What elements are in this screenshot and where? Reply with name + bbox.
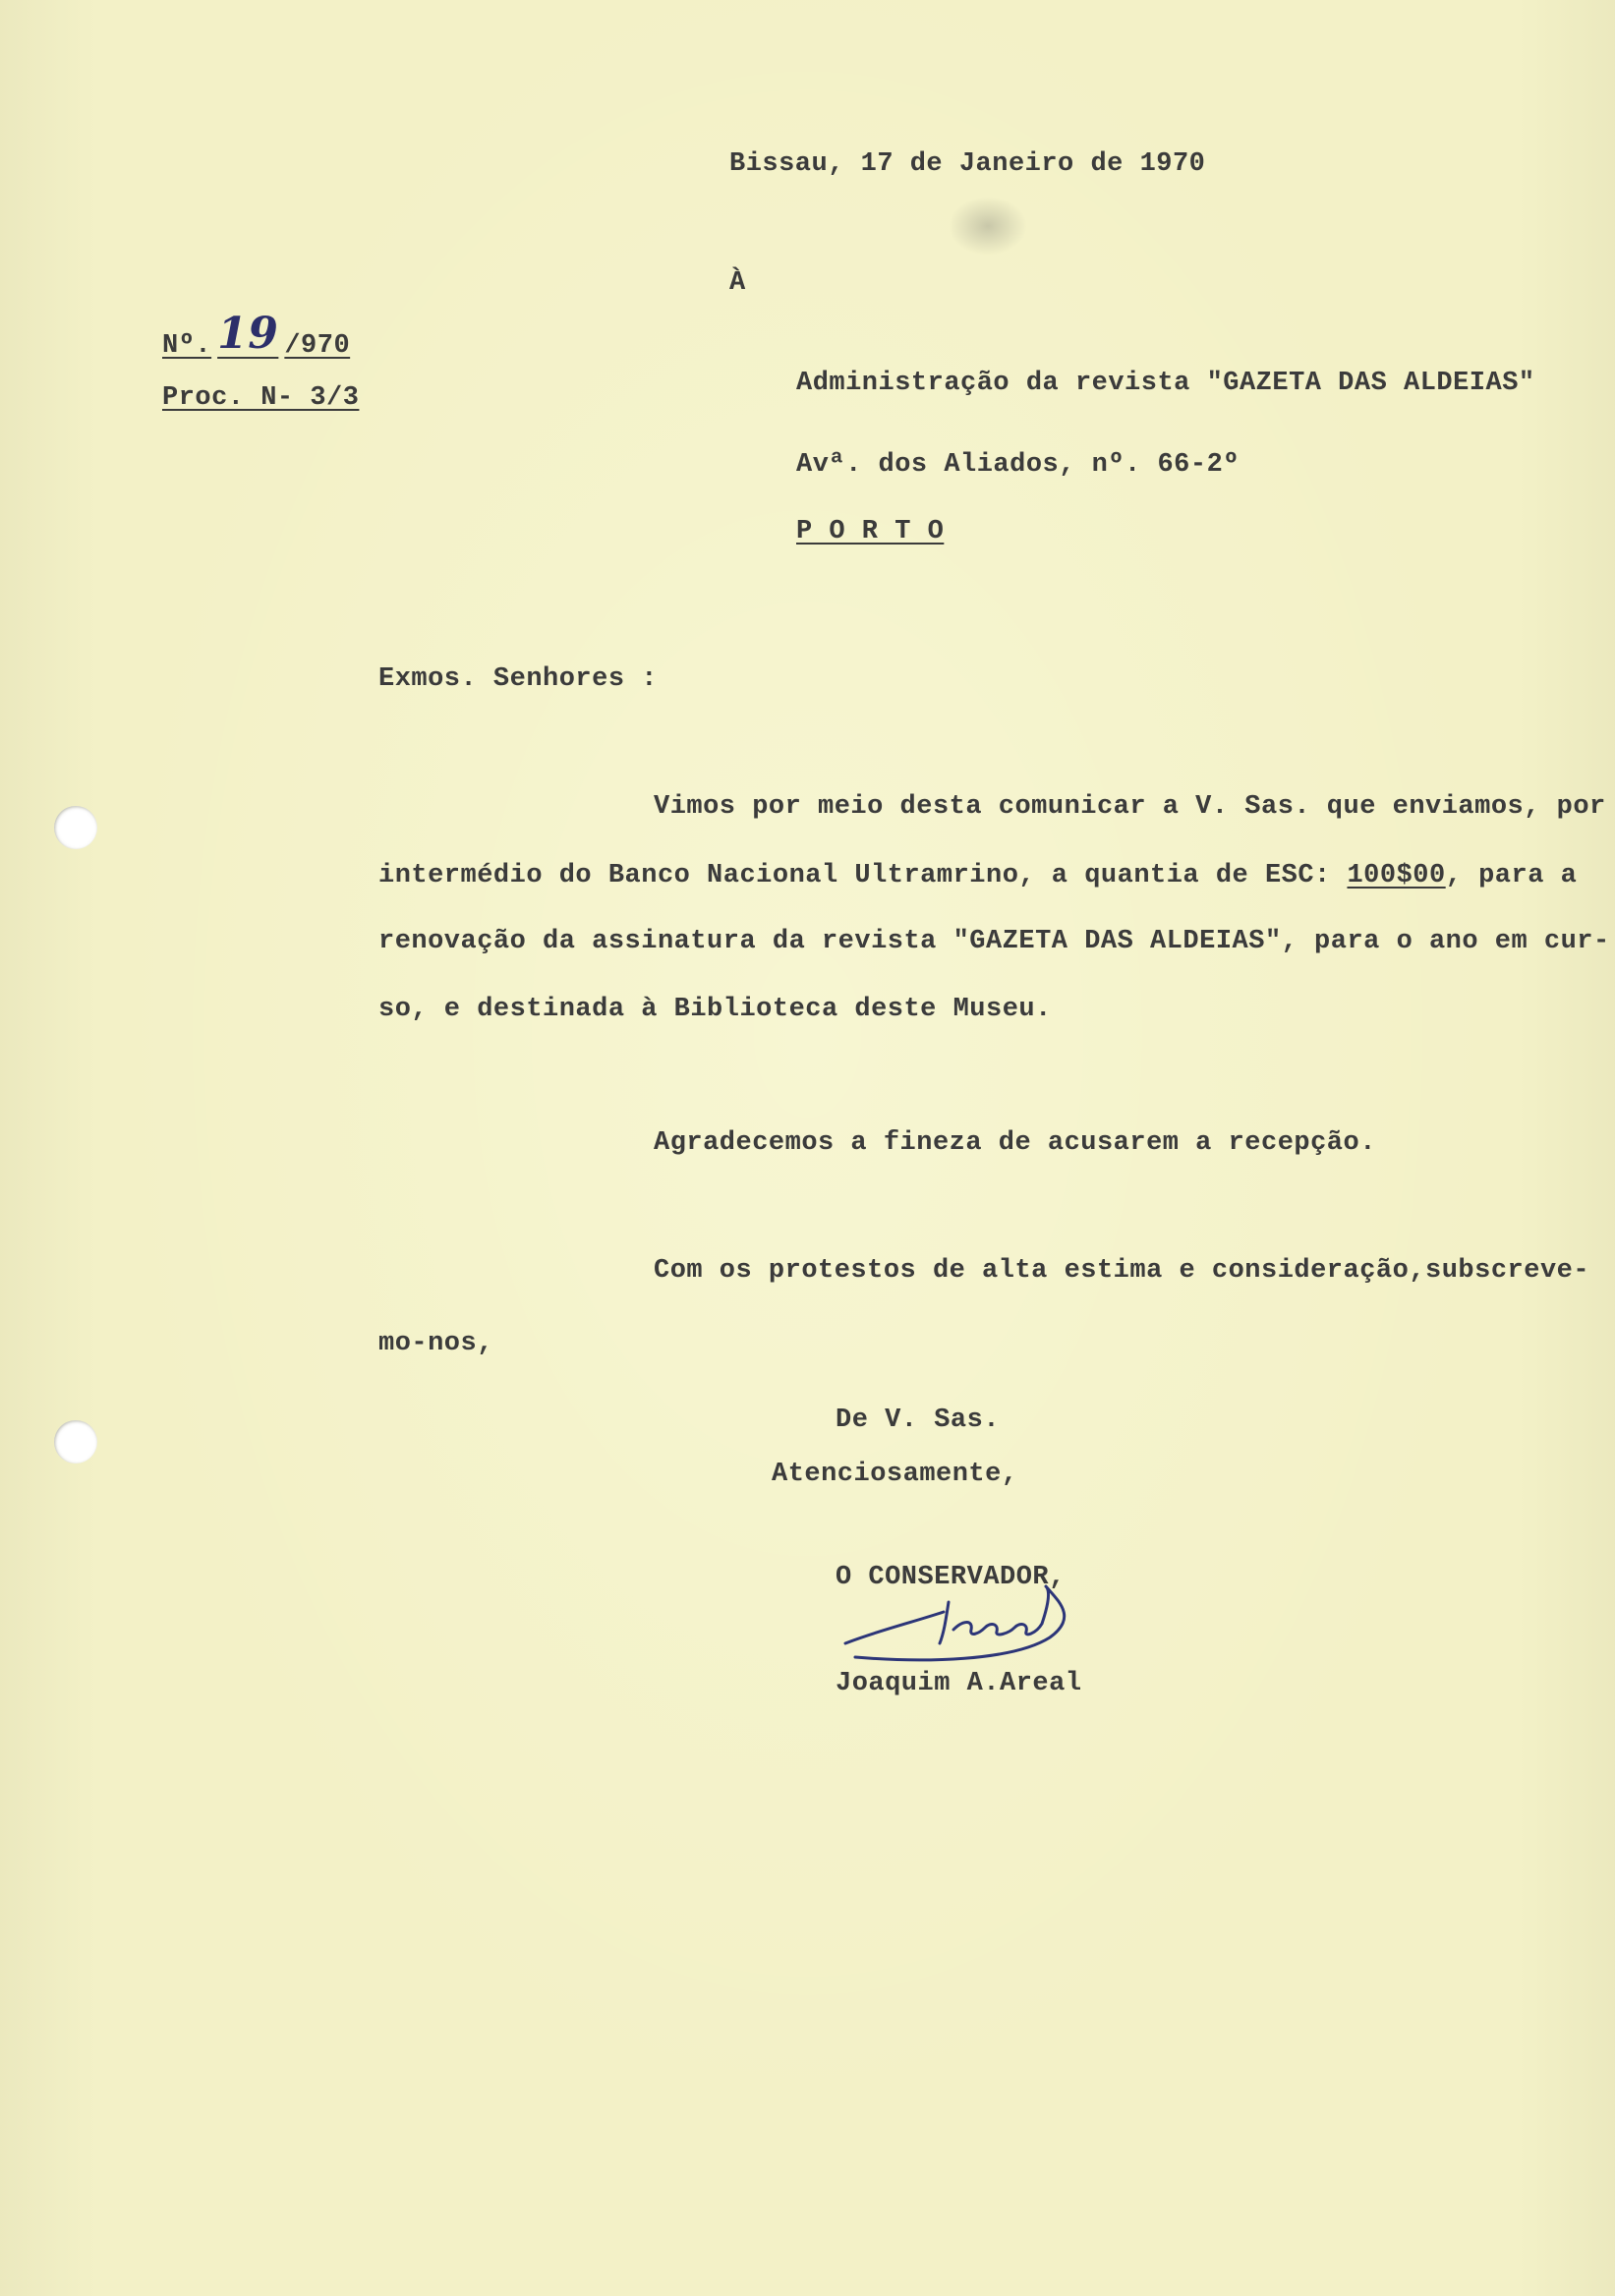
body-paragraph-3-line-2: mo-nos, — [378, 1329, 493, 1358]
signatory-name: Joaquim A.Areal — [836, 1669, 1082, 1698]
reference-number — [162, 309, 351, 361]
body-line-1: Vimos por meio desta comunicar a V. Sas. que enviamos, por — [654, 792, 1606, 822]
body-line-2-text: intermédio do Banco Nacional Ultramrino, a quantia de ESC: — [378, 861, 1331, 890]
body-paragraph-2: Agradecemos a fineza de acusarem a recepção. — [654, 1128, 1376, 1158]
body-line-4: so, e destinada à Biblioteca deste Museu. — [378, 995, 1052, 1024]
punch-hole-bottom — [54, 1420, 97, 1464]
place-date: Bissau, 17 de Janeiro de 1970 — [729, 149, 1206, 179]
body-line-2 — [378, 863, 1577, 890]
body-paragraph-3-line-1: Com os protestos de alta estima e consideração,subscreve- — [654, 1256, 1590, 1286]
closing-line-1: De V. Sas. — [836, 1406, 1001, 1435]
signatory-title: O CONSERVADOR, — [836, 1563, 1066, 1592]
recipient-line-2: Avª. dos Aliados, nº. 66-2º — [796, 450, 1240, 480]
handwritten-signature — [836, 1573, 1091, 1671]
process-number: Proc. N- 3/3 — [162, 383, 360, 413]
body-line-3: renovação da assinatura da revista "GAZETA DAS ALDEIAS", para o ano em cur- — [378, 927, 1610, 956]
amount-suffix: , para a — [1445, 861, 1578, 890]
punch-hole-top — [54, 806, 97, 849]
recipient-line-1: Administração da revista "GAZETA DAS ALDEIAS" — [796, 369, 1535, 398]
recipient-city: P O R T O — [796, 517, 945, 546]
amount: 100$00 — [1347, 861, 1446, 890]
reference-number-prefix: Nº. — [162, 331, 212, 361]
salutation: Exmos. Senhores : — [378, 664, 658, 694]
reference-number-handwritten: 19 — [217, 309, 279, 359]
closing-line-2: Atenciosamente, — [772, 1460, 1018, 1489]
to-marker: À — [729, 268, 746, 298]
reference-number-suffix: /970 — [284, 331, 351, 361]
ink-smudge — [949, 197, 1027, 256]
